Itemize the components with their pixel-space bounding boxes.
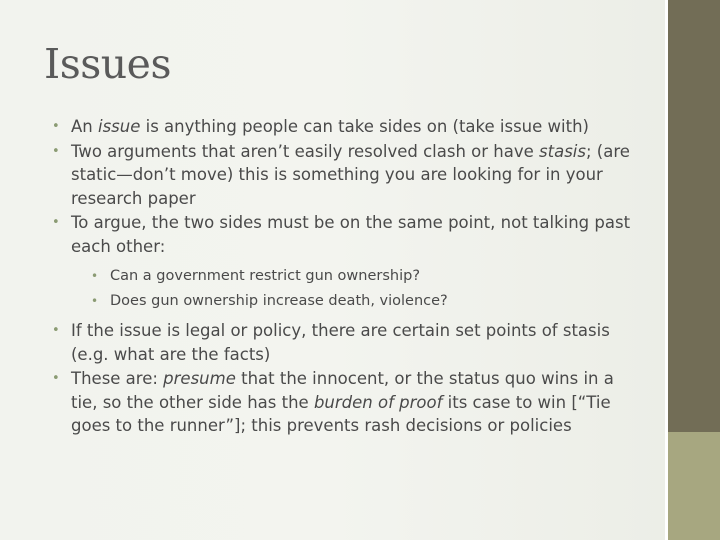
bullet-presumption: [52, 367, 642, 438]
slide-content: [52, 115, 642, 439]
bullet-dot-icon: •: [52, 143, 60, 159]
bullet-legal-policy: [52, 319, 642, 366]
bullet-text: An: [71, 117, 98, 136]
bullet-same-point: [52, 211, 642, 314]
bullet-dot-icon: •: [52, 371, 60, 386]
sub-bullet-dot-icon: •: [91, 269, 99, 283]
bullet-dot-icon: •: [52, 323, 60, 338]
bullet-text: its case to win [“Tie goes to the runner”]; this prevents rash decisions or policies: [71, 392, 611, 435]
bullet-text: If the issue is legal or policy, there are certain set points of stasis (e.g. what are the facts): [71, 321, 610, 364]
bullet-text: is anything people can take sides on (take issue with): [140, 117, 589, 136]
bullet-emphasis: stasis: [539, 141, 586, 161]
slide-title: Issues: [44, 40, 171, 88]
bullet-issue-definition: [52, 115, 642, 139]
bullet-text: ; (are static—don’t move) this is something you are looking for in your research paper: [71, 141, 630, 208]
sub-bullet-item: [91, 264, 642, 289]
bullet-stasis: [52, 140, 642, 211]
bullet-emphasis: burden of proof: [313, 392, 443, 412]
bullet-dot-icon: •: [52, 119, 60, 134]
bullet-text: Two arguments that aren’t easily resolved clash or have: [71, 141, 540, 161]
bullet-emphasis: issue: [98, 117, 141, 136]
sub-bullet-text: Does gun ownership increase death, violence?: [110, 293, 448, 309]
bullet-text: that the innocent, or the status quo wins in a tie, so the other side has the: [71, 369, 614, 412]
bullet-list: [52, 115, 642, 438]
bullet-dot-icon: •: [52, 215, 60, 230]
sub-bullet-text: Can a government restrict gun ownership?: [110, 268, 421, 284]
sub-bullet-item: [91, 289, 642, 314]
bullet-emphasis: presume: [163, 369, 236, 388]
bullet-text: To argue, the two sides must be on the same point, not talking past each other:: [71, 213, 631, 256]
sub-bullet-list: [91, 264, 642, 314]
side-rail-light-block: [668, 432, 720, 540]
side-rail-dark-block: [668, 0, 720, 432]
bullet-text: These are:: [71, 369, 164, 388]
sub-bullet-dot-icon: •: [91, 294, 99, 308]
